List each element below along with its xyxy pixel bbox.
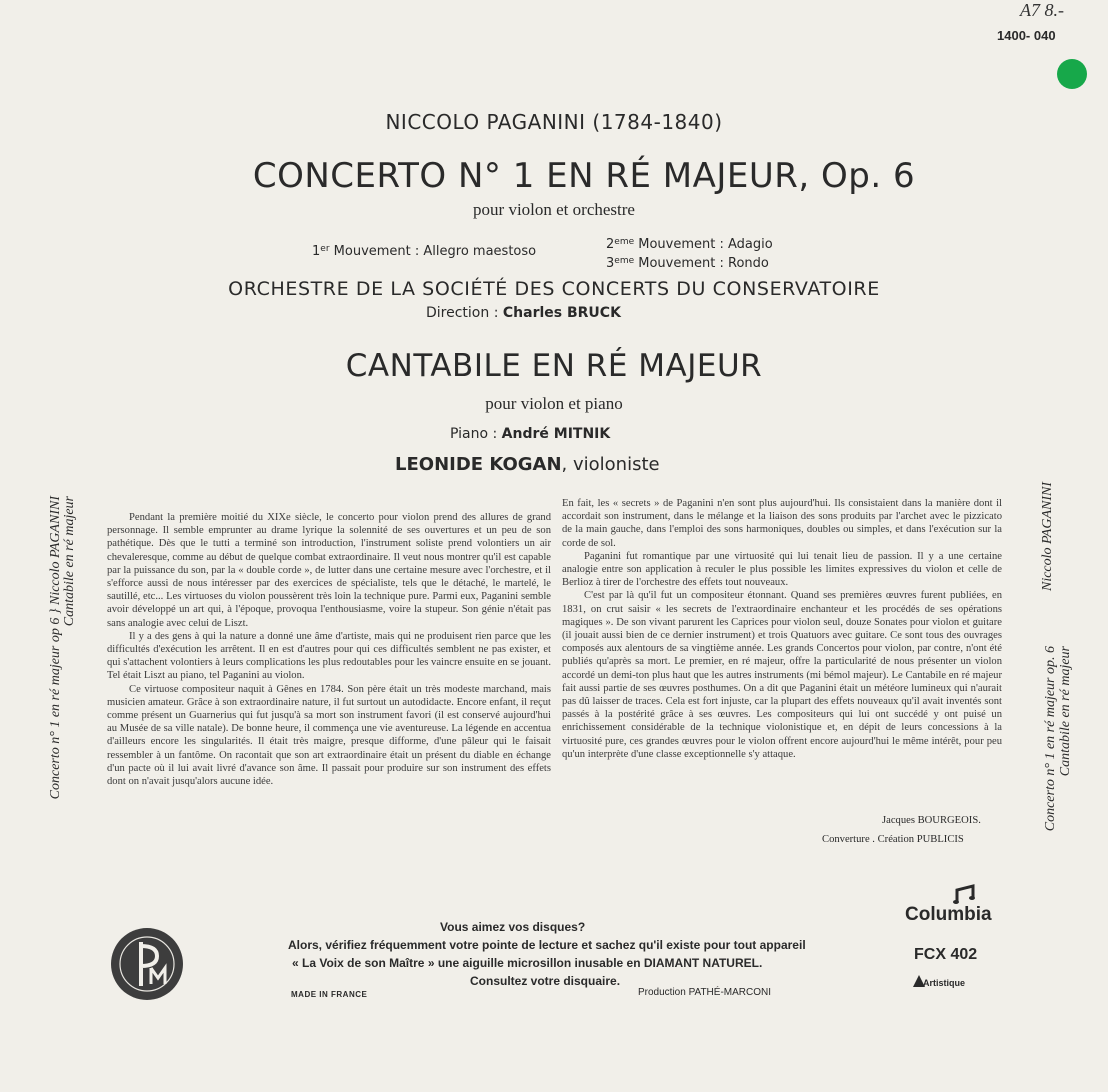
composer-heading: NICCOLO PAGANINI (1784-1840): [385, 110, 723, 134]
handwritten-price: A7 8.-: [1020, 0, 1064, 20]
cantabile-subtitle: pour violon et piano: [485, 394, 623, 413]
movement-3-number: 3: [606, 256, 615, 271]
made-in-label: MADE IN FRANCE: [291, 990, 368, 999]
production-credit: Production PATHÉ-MARCONI: [638, 987, 771, 998]
direction-label: Direction :: [426, 305, 503, 321]
movement-3-suffix: eme: [614, 256, 635, 266]
ad-text-line-2: « La Voix de son Maître » une aiguille microsillon inusable en DIAMANT NATUREL.: [292, 956, 763, 970]
spine-subtext-right-2: Cantabile en ré majeur: [1058, 646, 1073, 777]
movement-2: [606, 234, 773, 253]
movement-3-text: Mouvement : Rondo: [634, 256, 769, 271]
catalog-sticker: 1400- 040: [997, 28, 1056, 43]
cover-credit: Converture . Création PUBLICIS: [822, 834, 964, 845]
liner-paragraph: Paganini fut romantique par une virtuosité qui lui tenait lieu de passion. Il y a une certaine analogie entre son application à reculer le plus possible les limites expressives du violon et celle de Berlioz à tirer de l'orchestre des effets tout nouveaux.: [562, 550, 1002, 589]
movement-2-suffix: eme: [614, 237, 635, 247]
liner-paragraph: Il y a des gens à qui la nature a donné une âme d'artiste, mais qui ne produisent rien parce que les difficultés d'exécution les arrêtent. Il en est d'autres pour qui ces difficultés semblent ne pas exister, et qui s'attachent volontiers à leurs complications les plus redoutables pour les vaincre ensuite en se jouant. Tel était Liszt au piano, tel Paganini au violon.: [107, 630, 551, 682]
conductor-line: [426, 305, 621, 321]
soloist-name: LEONIDE KOGAN: [395, 454, 562, 475]
artistique-label: Artistique: [923, 978, 966, 988]
pianist-name: André MITNIK: [501, 426, 611, 442]
movement-2-text: Mouvement : Adagio: [634, 237, 773, 252]
liner-paragraph: Ce virtuose compositeur naquit à Gênes en 1784. Son père était un très modeste marchand, mais musicien amateur. Grâce à son extraordinaire nature, il fut surtout un autodidacte. Encore enfant, il reçut comme présent un Guarnerius qui fut jusqu'à sa mort son instrument favori (il est conservé aujourd'hui au Musée de sa ville natale). De bonne heure, il commença une vie aventureuse. La légende en accentua d'ailleurs encore les singularités. Il était très maigre, presque difforme, d'une pâleur qui le faisait ressembler à un fantôme. On racontait que son art extraordinaire était un présent du diable en échange d'un pacte où il lui avait livré d'avance son âme. Il passait pour produire sur son instrument des effets dont on n'avait jusqu'alors aucune idée.: [107, 683, 551, 788]
liner-paragraph: En fait, les « secrets » de Paganini n'en sont plus aujourd'hui. Ils consistaient dans la manière dont il accordait son instrument, dans le mélange et la liaison des sons produits par l'archet avec le pizzicato de la main gauche, dans l'emploi des sons harmoniques, doubles ou simples, et dans l'exécution sur la corde de sol.: [562, 498, 1002, 549]
concerto-subtitle: pour violon et orchestre: [473, 200, 635, 219]
movement-1-suffix: er: [320, 244, 330, 254]
movement-1: [312, 244, 536, 259]
green-dot-sticker: [1057, 59, 1087, 89]
movement-3: [606, 253, 773, 272]
ad-text-line-3: Consultez votre disquaire.: [470, 974, 621, 988]
catalog-number: FCX 402: [914, 946, 978, 963]
spine-subtext-right-1: Concerto n° 1 en ré majeur op. 6: [1043, 646, 1058, 832]
music-note-icon: [953, 884, 977, 904]
pathe-marconi-logo-icon: [111, 928, 183, 1000]
spine-text-left: Concerto n° 1 en ré majeur op 6 } Niccolo PAGANINI: [48, 496, 63, 800]
cantabile-title: CANTABILE EN RÉ MAJEUR: [345, 348, 763, 384]
movement-1-text: Mouvement : Allegro maestoso: [329, 244, 537, 259]
liner-paragraph: C'est par là qu'il fut un compositeur étonnant. Quand ses premières œuvres furent publiées, en 1831, on crut saisir « les secrets de l'extraordinaire enchanteur et les procédés de ses opérations magiques ». De son vivant parurent les Caprices pour violon seul, douze Sonates pour violon et guitare (il jouait aussi bien de ce dernier instrument) et trois Quatuors avec guitare. Ce sont tous des ouvrages composés aux alentours de sa vingtième année. Les grands Concertos pour violon, par contre, n'ont été publiés qu'après sa mort. Le premier, en ré majeur, offre la particularité de nous présenter un violon accordé un demi-ton plus haut que les autres instruments (mi bémol majeur). Le Cantabile en ré majeur fait aussi partie de ses œuvres posthumes. On a dit que Paganini était un météore lumineux qui n'aurait pas dû laisser de traces. Cela est fort injuste, car la plupart des effets nouveaux qu'il avait inventés sont passés à la postérité grâce à ses œuvres. Les compositeurs qui lui ont succédé y ont puisé un enrichissement considérable de la technique violonistique et, en dépit de leurs concessions à la virtuosité pure, ces grandes œuvres pour le violon offrent encore aujourd'hui le même intérêt, pour peu qu'un interprète d'une classe exceptionnelle s'y attaque.: [562, 590, 1002, 760]
movements-2-3: [606, 234, 773, 272]
soloist-role: , violoniste: [561, 454, 660, 475]
movement-1-number: 1: [312, 244, 321, 259]
spine-subtext-left: Cantabile en ré majeur: [62, 496, 77, 627]
ad-text-line-1: Alors, vérifiez fréquemment votre pointe de lecture et sachez qu'il existe pour tout appareil: [288, 938, 806, 952]
spine-text-right: Niccolo PAGANINI: [1040, 482, 1055, 592]
movement-2-number: 2: [606, 237, 615, 252]
columbia-logo: [905, 884, 997, 928]
concerto-title: CONCERTO N° 1 EN RÉ MAJEUR, Op. 6: [252, 156, 916, 196]
liner-paragraph: Pendant la première moitié du XIXe siècle, le concerto pour violon prend des allures de grand personnage. Il semble emprunter au drame lyrique la solennité de ses ouvertures et un peu de son pathétique. Dès que le tutti a terminé son introduction, l'instrument soliste prend volontiers un air chevaleresque, comme au début de quelque combat extraordinaire. Il veut nous montrer qu'il est capable par la puissance du son, par la « double corde », de lutter dans une certaine mesure avec l'orchestre, et il s'efforce aussi de nous intéresser par des exercices de spécialiste, tels que le détaché, le martelé, le sautillé, etc... Les virtuoses du violon poussèrent très loin la technique pure. Parmi eux, Paganini semble avoir développé un art qui, à l'époque, provoqua l'enthousiasme, voire la stupeur. Son génie n'était pas sans analogie avec celui de Liszt.: [107, 512, 551, 629]
orchestra-name: ORCHESTRE DE LA SOCIÉTÉ DES CONCERTS DU CONSERVATOIRE: [228, 278, 880, 300]
soloist-line: [395, 454, 660, 475]
author-signature: Jacques BOURGEOIS.: [882, 815, 981, 826]
pianist-line: [450, 426, 610, 442]
ad-headline: Vous aimez vos disques?: [440, 920, 586, 934]
liner-notes-right-column: [562, 497, 1002, 761]
piano-label: Piano :: [450, 426, 502, 442]
conductor-name: Charles BRUCK: [502, 305, 621, 321]
liner-notes-left-column: [107, 511, 551, 788]
columbia-label: Columbia: [905, 904, 992, 925]
